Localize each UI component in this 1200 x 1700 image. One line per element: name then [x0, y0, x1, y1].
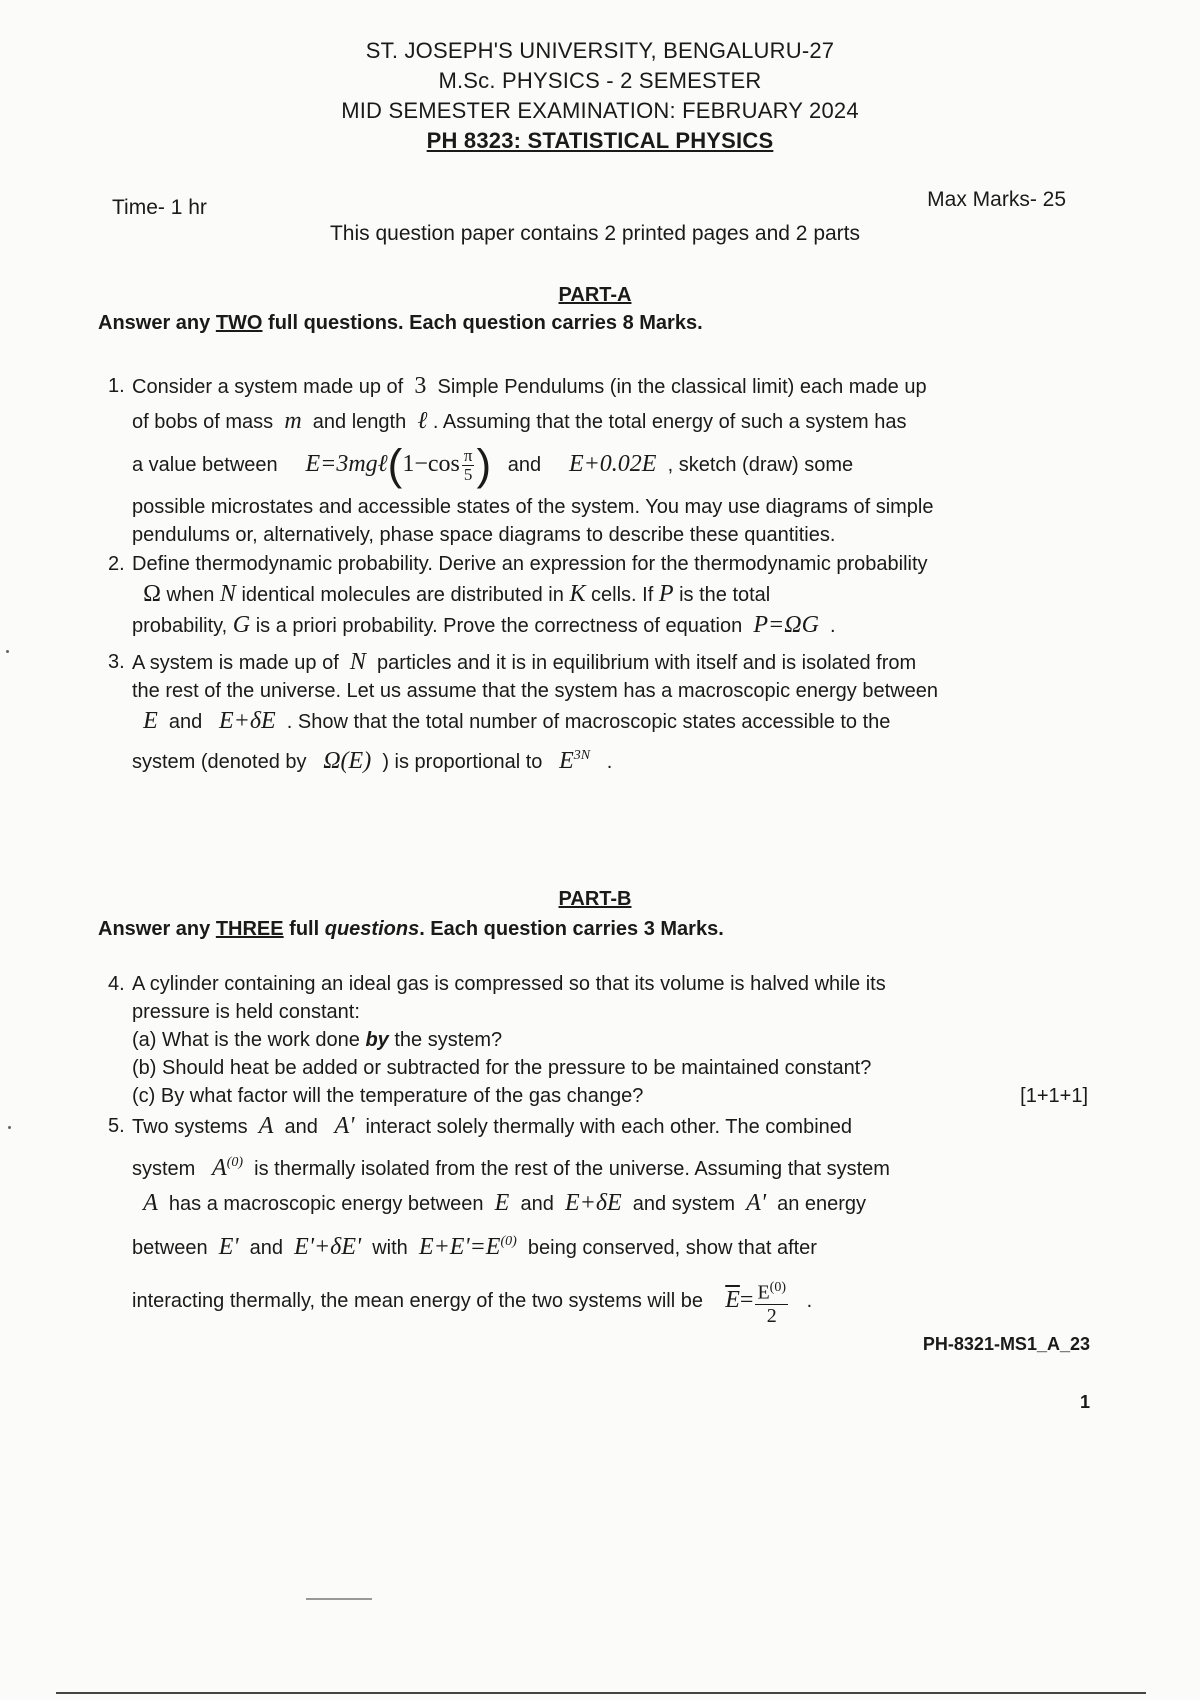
page-number: 1: [1079, 1392, 1090, 1412]
energy-equation: E=3mgℓ: [305, 451, 388, 477]
part-a-title: PART-A: [558, 284, 632, 306]
question-number: 5.: [108, 1115, 125, 1137]
question-number: 2.: [108, 553, 125, 575]
question-2: 2. Define thermodynamic probability. Derive an expression for the thermodynamic probability Ω when N identical molecules are distributed in K cells. If P is the total probability, G is a priori probability. Prove the correctness of equation P=ΩG .: [108, 550, 1088, 640]
scan-dot: [6, 650, 9, 653]
question-4: 4. A cylinder containing an ideal gas is compressed so that its volume is halved while its pressure is held constant: (a) What is the work done by the system? (b) Should heat be added or subtracted for the pressure to be maintained constant? (c) By what factor will the temperature of the gas change? [1+1+1]: [108, 970, 1088, 1110]
paper-info: This question paper contains 2 printed pages and 2 parts: [329, 222, 860, 245]
question-3: 3. A system is made up of N particles and it is in equilibrium with itself and is isolated from the rest of the universe. Let us assume that the system has a macroscopic energy between E and E+δE . Show that the total number of macroscopic states accessible to the system (denoted by Ω(E) ) is proportional to $E^{3N}$ .: [108, 649, 938, 774]
question-number: 3.: [108, 651, 125, 673]
part-b-title: PART-B: [558, 888, 632, 910]
paper-code: PH-8321-MS1_A_23: [922, 1334, 1090, 1354]
time-allowed: Time- 1 hr: [112, 196, 207, 219]
question-5: 5. Two systems A and A' interact solely thermally with each other. The combined system $A^{(0)}$ is thermally isolated from the rest of the universe. Assuming that system A has a macroscopic energy between E and E+δE and system A' an energy between E' and E'+δE' with $E+E'=E^{(0)}$ being conserved, show that after interacting thermally, the mean energy of the two systems will be $\overline{E}=$ $\frac{E^{(0)}}{2}$ .: [108, 1113, 890, 1327]
bottom-rule: [56, 1692, 1146, 1694]
max-marks: Max Marks- 25: [927, 188, 1066, 211]
question-number: 4.: [108, 973, 125, 995]
question-marks: [1+1+1]: [1020, 1085, 1088, 1107]
scan-dot: [8, 1126, 11, 1129]
mean-energy-symbol: $\overline{E}$: [725, 1287, 740, 1313]
exam-header: [0, 36, 1200, 156]
course-title: PH 8323: STATISTICAL PHYSICS: [426, 128, 774, 153]
part-b-instructions: Answer any THREE full questions. Each question carries 3 Marks.: [98, 918, 724, 940]
part-a-instructions: Answer any TWO full questions. Each question carries 8 Marks.: [98, 312, 703, 334]
question-number: 1.: [108, 375, 125, 397]
university-name: ST. JOSEPH'S UNIVERSITY, BENGALURU-27: [365, 38, 835, 63]
exam-name: MID SEMESTER EXAMINATION: FEBRUARY 2024: [341, 98, 859, 123]
probability-equation: P=ΩG: [753, 612, 819, 638]
question-1: 1. Consider a system made up of 3 Simple Pendulums (in the classical limit) each made up of bobs of mass m and length ℓ . Assuming that the total energy of such a system has a value between E=3mgℓ(1−cos $\frac{\pi}{5}$ ) and E+0.02E , sketch (draw) some possible microstates and accessible states of the system. You may use diagrams of simple pendulums or, alternatively, phase space diagrams to describe these quantities.: [108, 373, 934, 546]
scan-mark: [306, 1598, 372, 1600]
programme-name: M.Sc. PHYSICS - 2 SEMESTER: [438, 68, 762, 93]
